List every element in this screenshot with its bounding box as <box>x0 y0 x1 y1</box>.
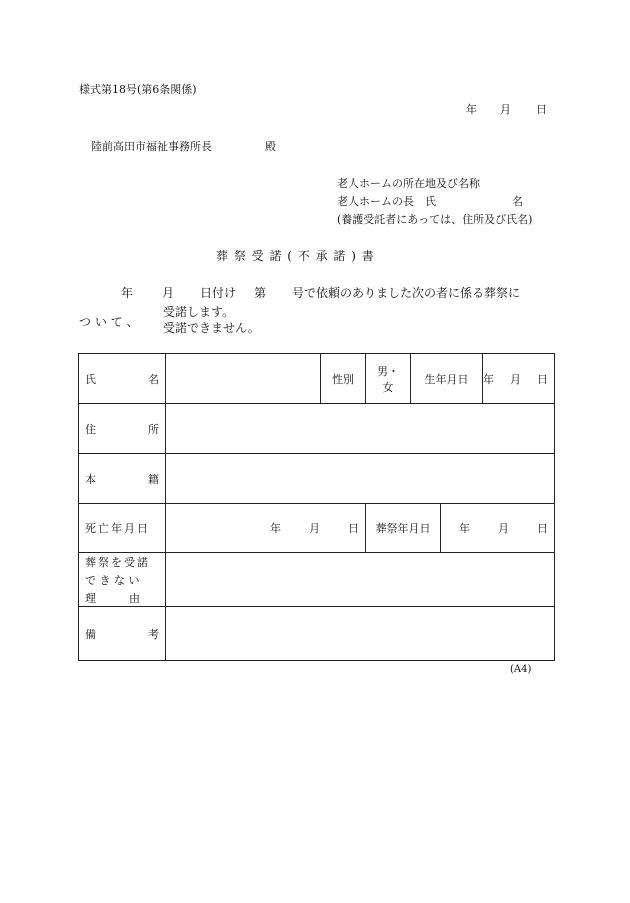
sender-note: (養護受託者にあっては、住所及び氏名) <box>337 213 533 226</box>
date-year: 年 <box>466 103 477 116</box>
row-address <box>79 404 555 454</box>
name-label: 氏 名 <box>79 354 166 404</box>
body-dated: 日付け <box>200 286 237 300</box>
name-field[interactable] <box>166 354 321 404</box>
body-month: 月 <box>162 286 175 300</box>
funeral-date-field[interactable]: 年 月 日 <box>441 504 555 553</box>
addressee-honorific: 殿 <box>265 140 276 153</box>
row-domicile <box>79 454 555 504</box>
dob-label: 生年月日 <box>411 354 483 404</box>
sex-value[interactable]: 男・女 <box>366 354 411 404</box>
domicile-label: 本 籍 <box>79 454 166 504</box>
row-dates <box>79 504 555 553</box>
row-name <box>79 354 555 404</box>
death-date-field[interactable]: 年 月 日 <box>166 504 366 553</box>
remarks-label: 備 考 <box>79 607 166 661</box>
document-title: 葬 祭 受 諾 ( 不 承 諾 ) 書 <box>216 249 375 263</box>
option-accept: 受諾します。 <box>163 305 235 319</box>
remarks-field[interactable] <box>166 607 555 661</box>
death-date-label: 死亡年月日 <box>79 504 166 553</box>
sex-label: 性別 <box>321 354 366 404</box>
deceased-info-table <box>78 353 555 661</box>
form-number: 様式第18号(第6条関係) <box>79 83 197 96</box>
row-reason <box>79 553 555 607</box>
body-sentence: 号で依頼のありました次の者に係る葬祭に <box>292 286 521 300</box>
paper-size: (A4) <box>510 664 532 675</box>
addressee-office: 陸前高田市福祉事務所長 <box>91 140 212 153</box>
dob-field[interactable]: 年 月 日 <box>483 354 555 404</box>
funeral-date-label: 葬祭年月日 <box>366 504 441 553</box>
address-label: 住 所 <box>79 404 166 454</box>
address-field[interactable] <box>166 404 555 454</box>
option-decline: 受諾できません。 <box>163 321 260 335</box>
sender-name-suffix: 名 <box>512 195 523 208</box>
sender-location-name: 老人ホームの所在地及び名称 <box>337 177 480 190</box>
body-number-prefix: 第 <box>254 286 267 300</box>
body-tsuite: つ い て 、 <box>79 315 139 329</box>
domicile-field[interactable] <box>166 454 555 504</box>
sender-head-name: 老人ホームの長 氏 <box>337 195 436 208</box>
reason-label: 葬祭を受諾 で き な い 理 由 <box>79 553 166 607</box>
row-remarks <box>79 607 555 661</box>
body-year: 年 <box>121 286 134 300</box>
reason-field[interactable] <box>166 553 555 607</box>
date-month: 月 <box>500 103 511 116</box>
date-day: 日 <box>536 103 547 116</box>
